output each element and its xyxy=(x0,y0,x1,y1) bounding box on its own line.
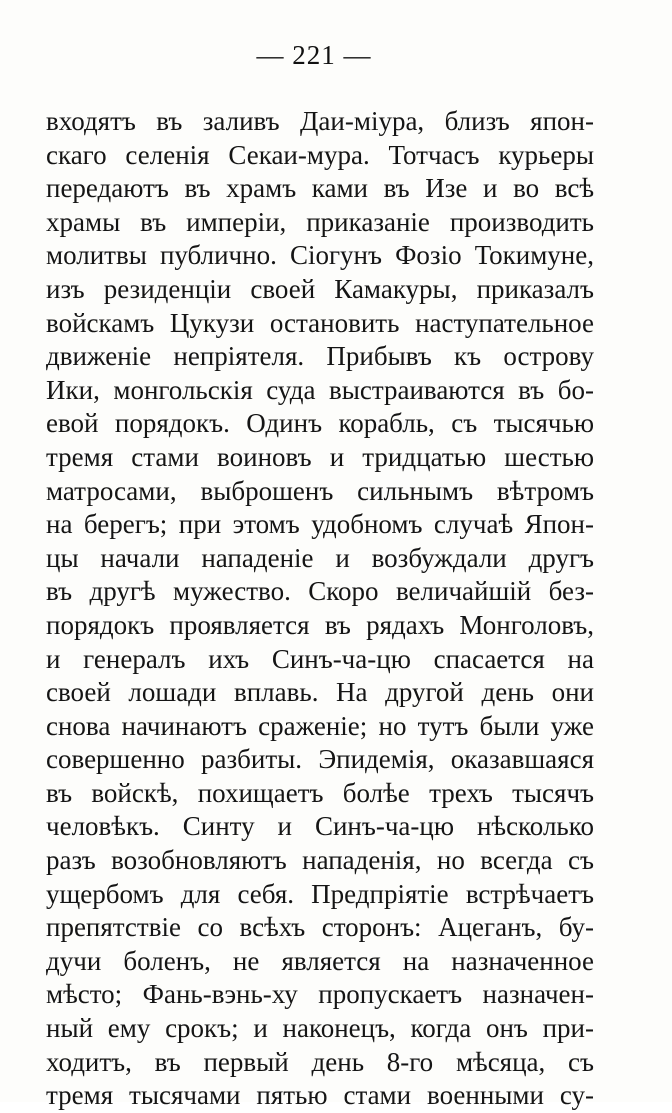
text-line: дучи боленъ, не является на назначенное xyxy=(46,945,594,976)
text-line: въ войскѣ, похищаетъ болѣе трехъ тысячъ xyxy=(46,777,594,808)
text-line: передаютъ въ храмъ ками въ Изе и во всѣ xyxy=(46,173,594,204)
text-line: тремя стами воиновъ и тридцатью шестью xyxy=(46,441,594,472)
text-line: входятъ въ заливъ Даи-міура, близъ япон- xyxy=(46,106,594,136)
text-line: ходитъ, въ первый день 8-го мѣсяца, съ xyxy=(46,1046,594,1077)
text-line: своей лошади вплавь. На другой день они xyxy=(46,677,594,708)
text-line: снова начинаютъ сраженіе; но тутъ были уже xyxy=(46,710,594,741)
text-line: матросами, выброшенъ сильнымъ вѣтромъ xyxy=(46,475,594,506)
text-line: тремя тысячами пятью стами военными су- xyxy=(46,1080,594,1111)
text-line: скаго селенія Секаи-мура. Тотчасъ курьеры xyxy=(46,139,594,170)
text-line: ущербомъ для себя. Предпріятіе встрѣчаетъ xyxy=(46,878,594,909)
text-line: молитвы публично. Сіогунъ Фозіо Токимуне, xyxy=(46,240,594,271)
text-line: войскамъ Цукузи остановить наступательное xyxy=(46,307,594,338)
text-line: цы начали нападеніе и возбуждали другъ xyxy=(46,542,594,573)
page-number: — 221 — xyxy=(256,40,372,70)
text-line: движеніе непріятеля. Прибывъ къ острову xyxy=(46,341,594,372)
text-line: совершенно разбиты. Эпидемія, оказавшаяся xyxy=(46,744,594,775)
text-line: разъ возобновляютъ нападенія, но всегда съ xyxy=(46,845,594,876)
text-line: и генералъ ихъ Синъ-ча-цю спасается на xyxy=(46,643,594,674)
text-line: ный ему срокъ; и наконецъ, когда онъ при- xyxy=(46,1013,594,1044)
text-line: человѣкъ. Синту и Синъ-ча-цю нѣсколько xyxy=(46,811,594,842)
text-line: евой порядокъ. Одинъ корабль, съ тысячью xyxy=(46,408,594,439)
text-line: препятствіе со всѣхъ сторонъ: Ацеганъ, бу- xyxy=(46,912,594,943)
text-line: порядокъ проявляется въ рядахъ Монголовъ, xyxy=(46,609,594,640)
text-line: Ики, монгольскія суда выстраиваются въ бо- xyxy=(46,374,594,405)
body-text xyxy=(46,105,594,1113)
text-line: на берегъ; при этомъ удобномъ случаѣ Япон- xyxy=(46,509,594,540)
text-line: изъ резиденціи своей Камакуры, приказалъ xyxy=(46,273,594,304)
text-line: въ другѣ мужество. Скоро величайшій без- xyxy=(46,576,594,607)
text-line: мѣсто; Фань-вэнь-ху пропускаетъ назначен- xyxy=(46,979,594,1010)
text-line: храмы въ имперіи, приказаніе производить xyxy=(46,206,594,237)
